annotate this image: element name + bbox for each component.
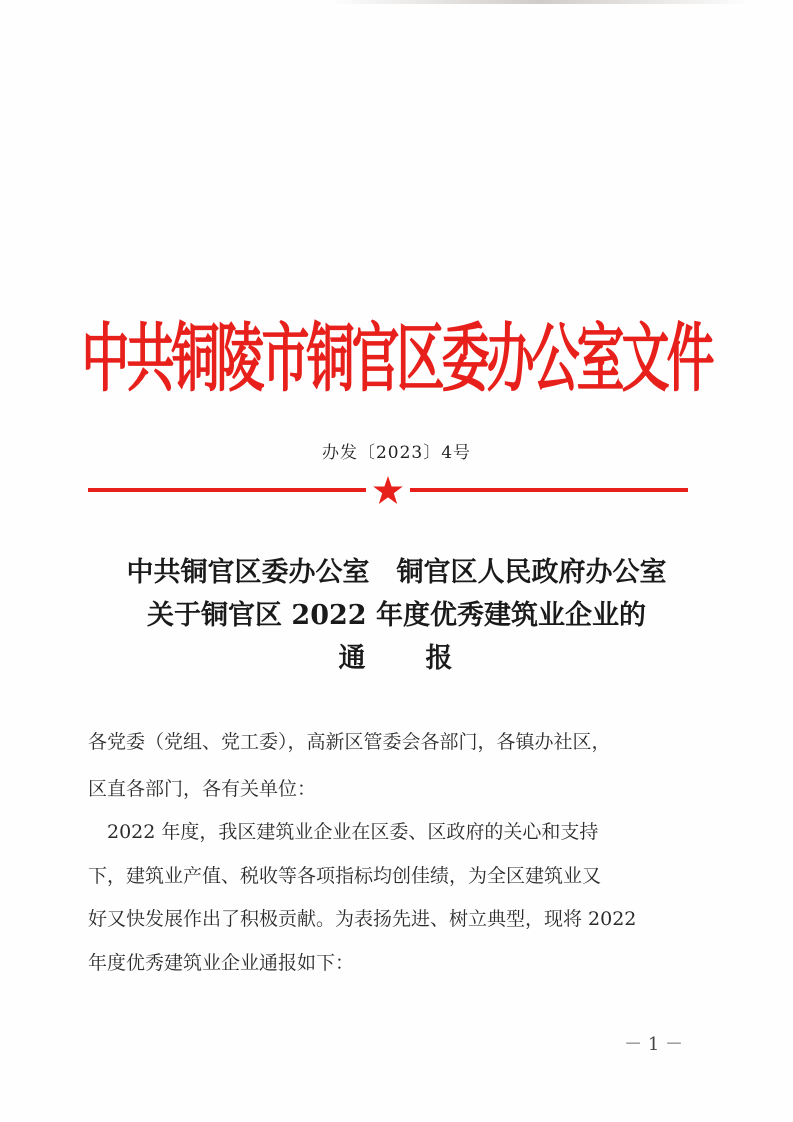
title-line-3: 通 报 (338, 643, 455, 674)
body-line-4: 下，建筑业产值、税收等各项指标均创佳绩，为全区建筑业又 (88, 865, 602, 887)
red-star-icon (372, 475, 404, 507)
red-rule-left (88, 488, 366, 492)
body-line-5: 好又快发展作出了积极贡献。为表扬先进、树立典型，现将 2022 (88, 908, 637, 930)
document-number: 办发〔2023〕4号 (321, 443, 472, 463)
body-line-3: 2022 年度，我区建筑业企业在区委、区政府的关心和支持 (88, 821, 599, 843)
body-line-6: 年度优秀建筑业企业通报如下： (88, 952, 355, 974)
body-line-2: 区直各部门，各有关单位： (88, 778, 317, 800)
page-number: － 1 － (624, 1034, 683, 1055)
scan-edge-shadow (330, 0, 750, 4)
body-line-1: 各党委（党组、党工委），高新区管委会各部门，各镇办社区， (88, 731, 611, 753)
document-masthead: 中共铜陵市铜官区委办公室文件 (81, 316, 712, 403)
red-rule-right (410, 488, 688, 492)
title-line-1: 中共铜官区委办公室 铜官区人民政府办公室 (126, 557, 667, 588)
title-line-2: 关于铜官区 2022 年度优秀建筑业企业的 (147, 600, 646, 631)
